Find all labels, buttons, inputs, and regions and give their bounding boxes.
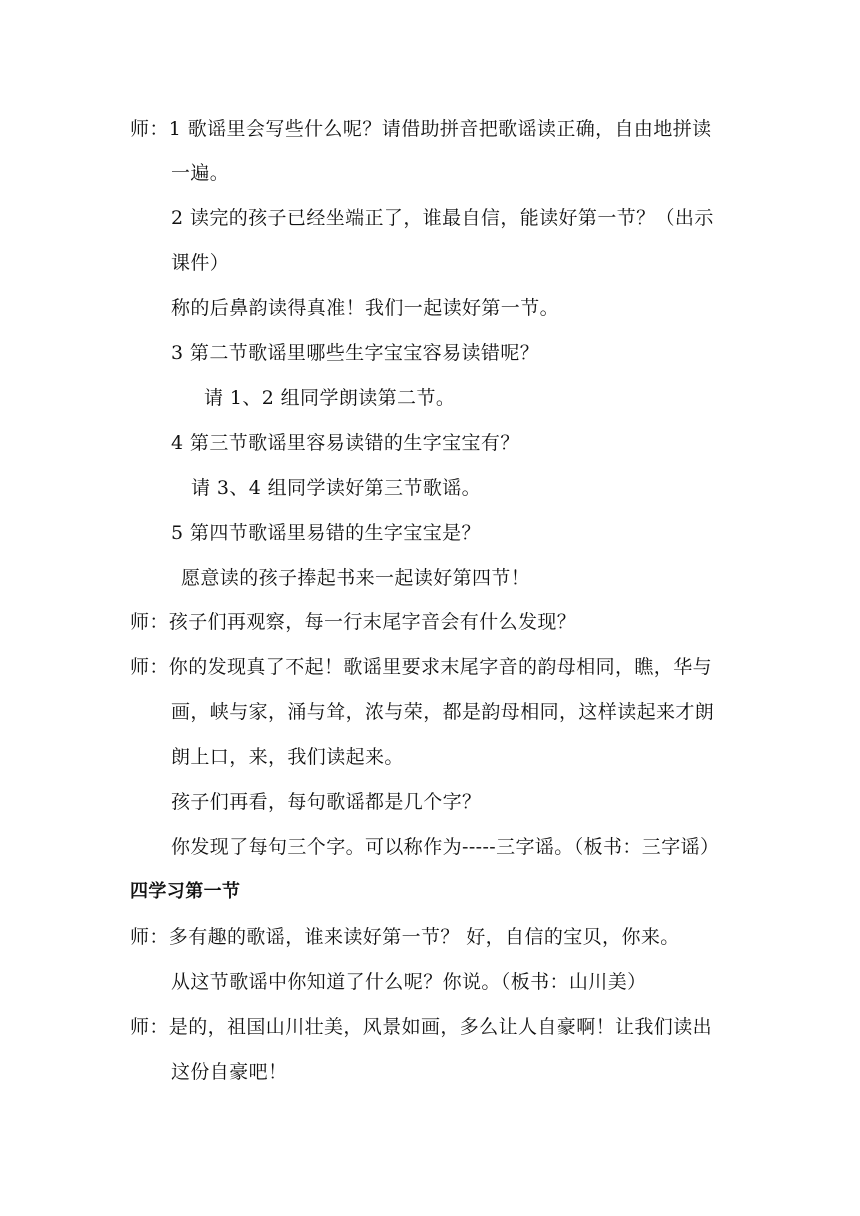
text-line: 5 第四节歌谣里易错的生字宝宝是？ (171, 522, 481, 544)
text-line: 孩子们再看，每句歌谣都是几个字？ (171, 791, 482, 813)
text-line: 愿意读的孩子捧起书来一起读好第四节！ (181, 567, 531, 589)
text-line: 3 第二节歌谣里哪些生字宝宝容易读错呢？ (171, 342, 540, 364)
text-line: 4 第三节歌谣里容易读错的生字宝宝有？ (171, 432, 520, 454)
text-line: 朗上口，来，我们读起来。 (171, 746, 404, 768)
text-line: 请 3、4 组同学读好第三节歌谣。 (191, 477, 482, 499)
section-heading: 四学习第一节 (130, 881, 241, 902)
text-line: 课件） (171, 252, 230, 274)
text-line: 师：孩子们再观察，每一行末尾字音会有什么发现？ (130, 611, 577, 633)
text-line: 请 1、2 组同学朗读第二节。 (204, 387, 456, 409)
text-line: 一遍。 (171, 162, 230, 184)
text-line: 称的后鼻韵读得真准！我们一起读好第一节。 (171, 297, 560, 319)
text-line: 2 读完的孩子已经坐端正了，谁最自信，能读好第一节？（出示 (171, 207, 714, 229)
text-line: 画，峡与家，涌与耸，浓与荣，都是韵母相同，这样读起来才朗 (171, 701, 715, 723)
text-line: 你发现了每句三个字。可以称作为-----三字谣。（板书：三字谣） (171, 836, 720, 858)
text-line: 师：多有趣的歌谣，谁来读好第一节？ 好，自信的宝贝，你来。 (130, 926, 680, 948)
text-line: 从这节歌谣中你知道了什么呢？你说。（板书：山川美） (171, 971, 647, 993)
text-line: 师：是的，祖国山川壮美，风景如画，多么让人自豪啊！让我们读出 (130, 1016, 713, 1038)
text-line: 这份自豪吧！ (171, 1061, 288, 1083)
text-line: 师：你的发现真了不起！歌谣里要求末尾字音的韵母相同，瞧，华与 (130, 656, 713, 678)
text-line: 师：1 歌谣里会写些什么呢？请借助拼音把歌谣读正确，自由地拼读 (130, 118, 712, 140)
